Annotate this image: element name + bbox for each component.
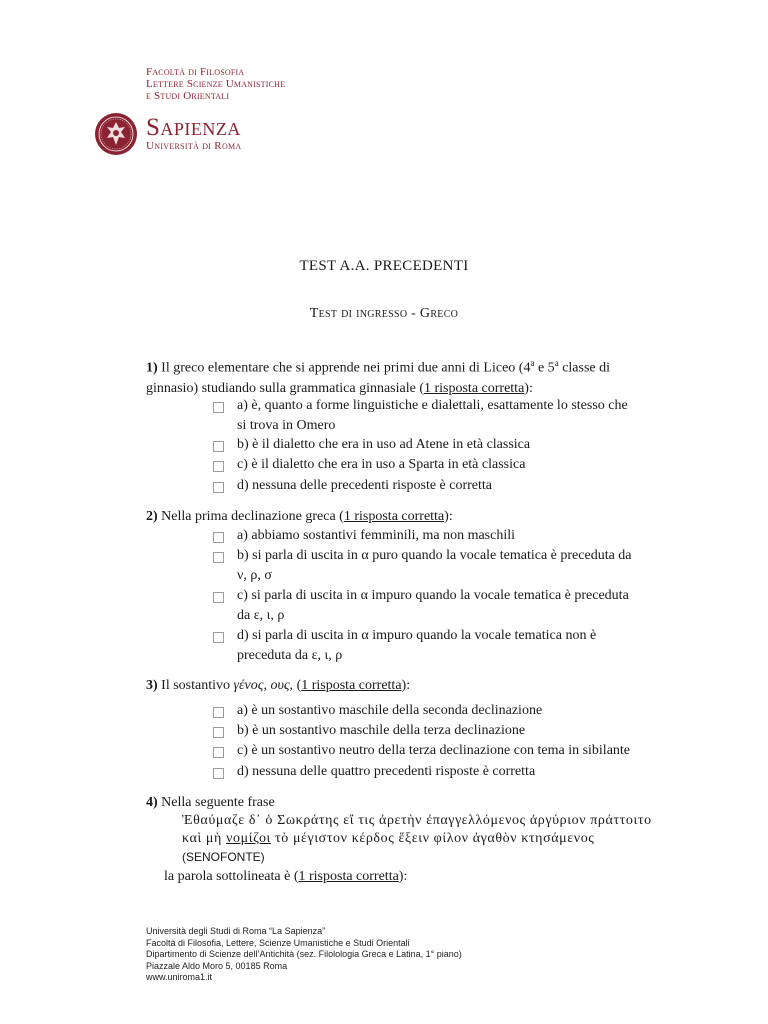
brand: [146, 116, 242, 152]
footer: [146, 926, 462, 984]
option-1d[interactable]: [237, 476, 676, 496]
answer-note: 1 risposta corretta: [298, 869, 399, 884]
checkbox[interactable]: [213, 592, 224, 603]
option-1b[interactable]: [237, 435, 676, 455]
checkbox[interactable]: [213, 441, 224, 452]
question-text-part: Il sostantivo: [161, 678, 234, 693]
checkbox[interactable]: [213, 747, 224, 758]
option-text: a) è, quanto a forme linguistiche e dialettali, esattamente lo stesso che: [237, 398, 628, 413]
question-text-part: (: [293, 678, 302, 693]
question-4: [146, 793, 676, 813]
checkbox[interactable]: [213, 707, 224, 718]
greek-source: (SENOFONTE): [182, 850, 265, 864]
question-text-part: e 5: [534, 360, 555, 376]
faculty-line: Lettere Scienze Umanistiche: [146, 78, 286, 90]
greek-text: καὶ μὴ: [182, 831, 227, 846]
footer-line: Piazzale Aldo Moro 5, 00185 Roma: [146, 960, 288, 971]
question-text-part: ):: [398, 869, 408, 884]
option-text: c) è il dialetto che era in uso a Sparta in età classica: [237, 457, 526, 472]
question-2: [146, 507, 676, 527]
option-2a[interactable]: [237, 526, 676, 546]
option-text: b) si parla di uscita in α puro quando la vocale tematica è preceduta da: [237, 548, 632, 563]
option-2b[interactable]: [237, 546, 676, 586]
greek-line-1: Ἐθαύμαζε δ᾽ ὁ Σωκράτης εἴ τις ἀρετὴν ἐπαγγελλόμενος ἀργύριον πράττοιτο: [182, 813, 652, 828]
checkbox[interactable]: [213, 632, 224, 643]
question-number: 4): [146, 795, 158, 810]
greek-passage: [182, 812, 672, 866]
question-1: [146, 353, 676, 399]
sapienza-seal-icon: [94, 112, 138, 156]
option-3c[interactable]: [237, 741, 676, 761]
footer-line: Dipartimento di Scienze dell’Antichità (sez. Filolologia Greca e Latina, 1° piano): [146, 949, 462, 959]
answer-note: 1 risposta corretta: [423, 380, 525, 396]
faculty-name: [146, 66, 285, 102]
question-text-part: ):: [524, 380, 533, 396]
option-1a[interactable]: [237, 396, 676, 436]
checkbox[interactable]: [213, 461, 224, 472]
option-3b[interactable]: [237, 721, 676, 741]
option-1c[interactable]: [237, 455, 676, 475]
footer-line: Università degli Studi di Roma “La Sapienza”: [146, 926, 326, 936]
checkbox[interactable]: [213, 482, 224, 493]
option-3a[interactable]: [237, 701, 676, 721]
option-2c[interactable]: [237, 586, 676, 626]
question-text-part: la parola sottolineata è (: [164, 869, 299, 884]
question-4-follow: [164, 867, 674, 887]
brand-university: Università di Roma: [146, 140, 242, 152]
option-3d[interactable]: [237, 762, 676, 782]
question-text-part: classe di: [558, 360, 611, 376]
page-subtitle: Test di ingresso - Greco: [309, 306, 459, 321]
option-text: a) abbiamo sostantivi femminili, ma non maschili: [237, 528, 516, 543]
checkbox[interactable]: [213, 552, 224, 563]
question-text-part: ):: [444, 509, 453, 524]
question-text: [146, 353, 676, 379]
option-text: a) è un sostantivo maschile della seconda declinazione: [237, 703, 543, 718]
question-text-part: Il greco elementare che si apprende nei primi due anni di Liceo (4: [161, 360, 531, 376]
greek-text: τὸ μέγιστον κέρδος ἕξειν φίλον ἀγαθὸν κτησάμενος: [270, 831, 595, 846]
answer-note: 1 risposta corretta: [343, 509, 445, 524]
option-text: da ε, ι, ρ: [237, 608, 285, 623]
underlined-word: νομίζοι: [226, 831, 271, 846]
greek-word: γένος, ους,: [233, 678, 294, 693]
page-title: TEST A.A. PRECEDENTI: [299, 258, 469, 274]
option-text: d) nessuna delle quattro precedenti risposte è corretta: [237, 764, 536, 779]
question-text-part: ginnasio) studiando sulla grammatica ginnasiale (: [146, 380, 424, 396]
faculty-line: e Studi Orientali: [146, 90, 230, 102]
question-number: 2): [146, 509, 158, 524]
greek-line-2: [182, 830, 672, 848]
question-3: [146, 676, 676, 696]
option-text: si trova in Omero: [237, 418, 336, 433]
superscript: a: [530, 358, 535, 368]
option-text: b) è un sostantivo maschile della terza declinazione: [237, 723, 526, 738]
option-text: c) è un sostantivo neutro della terza declinazione con tema in sibilante: [237, 743, 631, 758]
question-text-part: ):: [401, 678, 411, 693]
checkbox[interactable]: [213, 402, 224, 413]
option-text: b) è il dialetto che era in uso ad Atene in età classica: [237, 437, 531, 452]
checkbox[interactable]: [213, 532, 224, 543]
brand-name: Sapienza: [146, 114, 241, 141]
checkbox[interactable]: [213, 727, 224, 738]
footer-link[interactable]: www.uniroma1.it: [146, 972, 213, 982]
question-text-part: Nella seguente frase: [161, 795, 275, 810]
faculty-line: Facoltà di Filosofia: [146, 66, 245, 78]
checkbox[interactable]: [213, 768, 224, 779]
answer-note: 1 risposta corretta: [301, 678, 402, 693]
option-text: d) si parla di uscita in α impuro quando la vocale tematica non è: [237, 628, 597, 643]
question-number: 3): [146, 678, 158, 693]
question-number: 1): [146, 360, 158, 376]
option-2d[interactable]: [237, 626, 676, 666]
option-text: c) si parla di uscita in α impuro quando la vocale tematica è preceduta: [237, 588, 629, 603]
option-text: preceduta da ε, ι, ρ: [237, 648, 343, 663]
footer-line: Facoltà di Filosofia, Lettere, Scienze Umanistiche e Studi Orientali: [146, 937, 410, 948]
option-text: ν, ρ, σ: [237, 568, 272, 583]
superscript: a: [554, 358, 559, 368]
option-text: d) nessuna delle precedenti risposte è corretta: [237, 478, 493, 493]
question-text-part: Nella prima declinazione greca (: [161, 509, 344, 524]
